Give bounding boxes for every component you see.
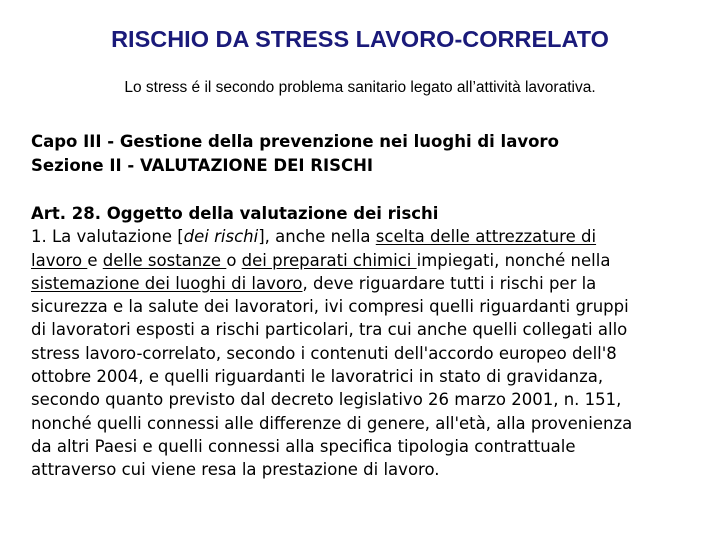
article-line-8: secondo quanto previsto dal decreto legislativo 26 marzo 2001, n. 151, xyxy=(31,390,622,410)
article-line-5: di lavoratori esposti a rischi particolari, tra cui anche quelli collegati allo xyxy=(31,320,628,340)
article-line-4: sicurezza e la salute dei lavoratori, ivi compresi quelli riguardanti gruppi xyxy=(31,297,629,317)
underlined-segment: scelta delle attrezzature di xyxy=(375,227,597,247)
slide-subtitle: Lo stress é il secondo problema sanitario legato all’attività lavorativa. xyxy=(124,79,596,96)
text-segment: impiegati, nonché nella xyxy=(416,250,611,270)
article-text xyxy=(31,202,701,482)
article-line-6: stress lavoro-correlato, secondo i contenuti dell'accordo europeo dell'8 xyxy=(31,343,617,363)
text-segment: o xyxy=(226,250,242,270)
article-line-3 xyxy=(31,272,701,295)
article-line-10: da altri Paesi e quelli connessi alla specifica tipologia contrattuale xyxy=(31,436,576,456)
article-line-7: ottobre 2004, e quelli riguardanti le lavoratrici in stato di gravidanza, xyxy=(31,367,604,387)
text-segment: , deve riguardare tutti i rischi per la xyxy=(302,273,597,293)
sezione-heading: Sezione II - VALUTAZIONE DEI RISCHI xyxy=(31,156,374,175)
capo-heading: Capo III - Gestione della prevenzione nei luoghi di lavoro xyxy=(31,132,559,151)
italic-segment: dei rischi xyxy=(183,227,259,247)
text-segment: 1. La valutazione [ xyxy=(31,227,184,247)
text-segment: ], anche nella xyxy=(258,227,376,247)
article-line-11: attraverso cui viene resa la prestazione di lavoro. xyxy=(31,460,440,480)
section-heading xyxy=(31,130,691,178)
article-line-1 xyxy=(31,225,701,248)
underlined-segment: dei preparati chimici xyxy=(241,250,417,270)
article-line-9: nonché quelli connessi alle differenze di genere, all'età, alla provenienza xyxy=(31,413,633,433)
underlined-segment: sistemazione dei luoghi di lavoro xyxy=(31,273,303,293)
slide-title: RISCHIO DA STRESS LAVORO-CORRELATO xyxy=(111,26,609,52)
underlined-segment: lavoro xyxy=(31,250,88,270)
text-segment: e xyxy=(87,250,103,270)
article-line-2 xyxy=(31,249,701,272)
article-title: Art. 28. Oggetto della valutazione dei rischi xyxy=(31,204,439,223)
underlined-segment: delle sostanze xyxy=(102,250,227,270)
